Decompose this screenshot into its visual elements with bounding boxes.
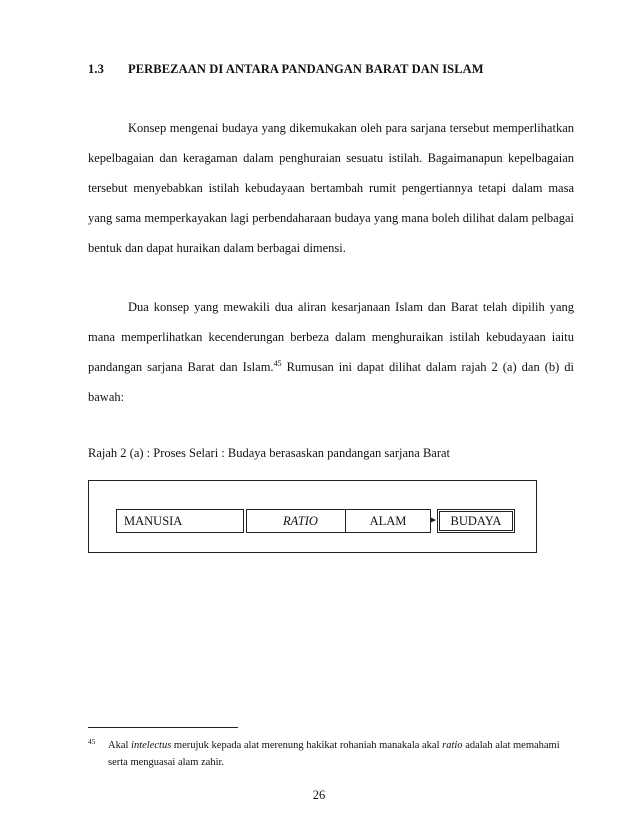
box-manusia: MANUSIA [116, 509, 244, 533]
section-heading [88, 62, 588, 77]
footnote-text-part: adalah alat memahami serta menguasai alam zahir. [108, 740, 560, 768]
footnote-divider [88, 727, 238, 728]
footnote-text-part: merujuk kepada alat merenung hakikat rohaniah manakala akal [171, 740, 443, 751]
page-number: 26 [312, 788, 326, 802]
footnote-text-part: Akal [108, 740, 132, 751]
footnote-number: 45 [88, 737, 96, 746]
footnote-text [88, 737, 574, 771]
footnote-term-intelectus: intelectus [131, 740, 172, 751]
paragraph-2 [88, 292, 574, 412]
box-budaya: BUDAYA [437, 509, 515, 533]
paragraph-2-text: Dua konsep yang mewakili dua aliran kesarjanaan Islam dan Barat telah dipilih yang mana memperlihatkan kecenderungan berbeza dalam menghuraikan istilah kebudayaan iaitu pandangan sarjana Barat dan Islam. [88, 300, 574, 374]
footnote [88, 737, 574, 771]
paragraph-1: Konsep mengenai budaya yang dikemukakan oleh para sarjana tersebut memperlihatkan kepelbagaian dan keragaman dalam penghuraian sesuatu istilah. Bagaimanapun kepelbagaian tersebut menyebabkan istilah kebudayaan bertambah rumit pengertiannya tetapi dalam masa yang sama memperkayakan lagi perbendaharaan budaya yang mana boleh dilihat dalam pelbagai bentuk dan dapat huraikan dalam berbagai dimensi. [88, 121, 574, 255]
flow-diagram [88, 480, 537, 553]
section-title: PERBEZAAN DI ANTARA PANDANGAN BARAT DAN ISLAM [128, 62, 484, 76]
footnote-term-ratio: ratio [442, 740, 463, 751]
footnote-reference[interactable]: 45 [273, 358, 282, 368]
section-number: 1.3 [88, 62, 104, 76]
box-alam: ALAM [345, 509, 431, 533]
figure-caption: Rajah 2 (a) : Proses Selari : Budaya berasaskan pandangan sarjana Barat [88, 446, 451, 460]
box-ratio: RATIO [246, 509, 355, 533]
paragraph-2-text-end: Rumusan ini dapat dilihat dalam rajah 2 (a) dan (b) di bawah: [88, 360, 574, 404]
